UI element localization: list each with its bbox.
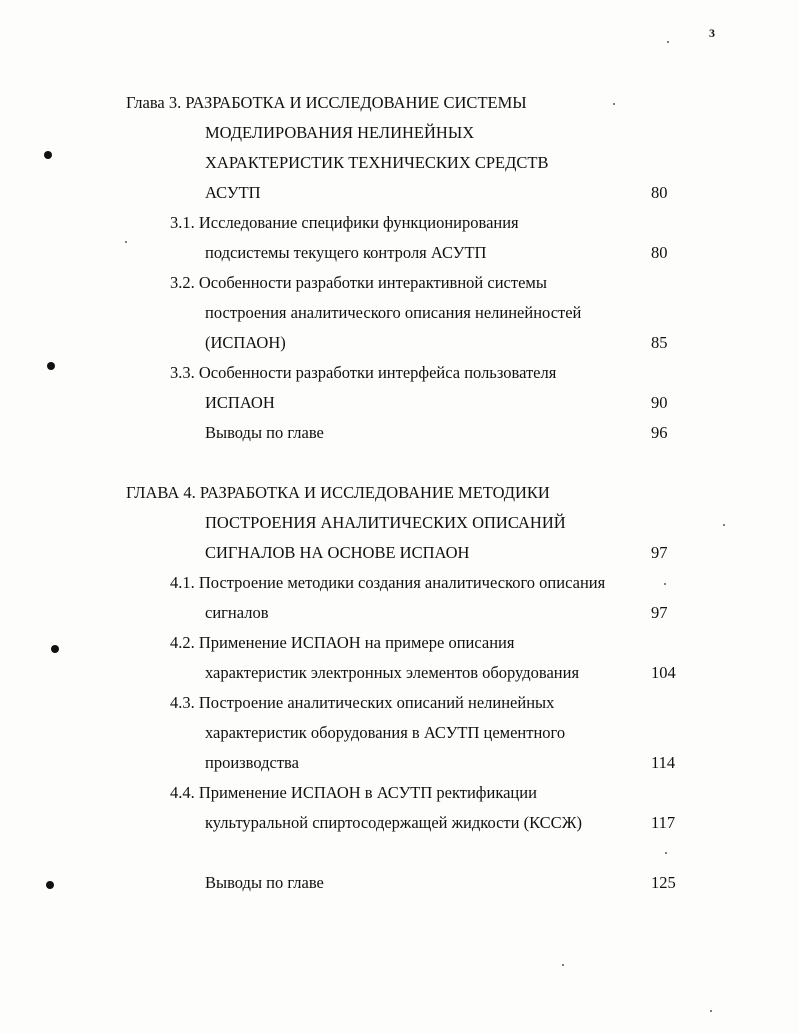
chapter-4-summary-page: 125 [651, 873, 676, 892]
punch-hole [44, 151, 52, 159]
section-4-2-page: 104 [651, 663, 676, 682]
chapter-4-page: 97 [651, 543, 668, 562]
chapter-3-summary-page: 96 [651, 423, 668, 442]
section-4-4-page: 117 [651, 813, 676, 832]
scan-speck [664, 583, 666, 585]
section-3-2-page: 85 [651, 333, 668, 352]
scan-speck [613, 103, 615, 105]
scan-speck [723, 524, 725, 526]
section-3-3-page: 90 [651, 393, 668, 412]
section-3-1-page: 80 [651, 243, 668, 262]
section-3-1-line-1: 3.1. Исследование специфики функционирования [170, 213, 519, 232]
chapter-3-title-line-3: ХАРАКТЕРИСТИК ТЕХНИЧЕСКИХ СРЕДСТВ [205, 153, 549, 172]
chapter-4-title-line-1: ГЛАВА 4. РАЗРАБОТКА И ИССЛЕДОВАНИЕ МЕТОДИКИ [126, 483, 550, 502]
section-4-4-line-2: культуральной спиртосодержащей жидкости (КССЖ) [205, 813, 582, 832]
scan-speck [710, 1010, 712, 1012]
section-3-3-line-2: ИСПАОН [205, 393, 275, 412]
section-4-3-line-2: характеристик оборудования в АСУТП цементного [205, 723, 566, 742]
section-4-2-line-2: характеристик электронных элементов оборудования [205, 663, 580, 682]
section-4-3-line-3: производства [205, 753, 299, 772]
chapter-3-page: 80 [651, 183, 668, 202]
section-3-2-line-3: (ИСПАОН) [205, 333, 286, 352]
section-4-2-line-1: 4.2. Применение ИСПАОН на примере описания [170, 633, 515, 652]
section-3-2-line-2: построения аналитического описания нелинейностей [205, 303, 582, 322]
scan-speck [125, 241, 127, 243]
punch-hole [51, 645, 59, 653]
section-4-4-line-1: 4.4. Применение ИСПАОН в АСУТП ректификации [170, 783, 537, 802]
section-4-1-page: 97 [651, 603, 668, 622]
chapter-4-summary: Выводы по главе [205, 873, 324, 892]
chapter-4-title-line-2: ПОСТРОЕНИЯ АНАЛИТИЧЕСКИХ ОПИСАНИЙ [205, 513, 566, 532]
section-4-3-page: 114 [651, 753, 676, 772]
chapter-3-title-line-1: Глава 3. РАЗРАБОТКА И ИССЛЕДОВАНИЕ СИСТЕМЫ [126, 93, 527, 112]
section-4-1-line-2: сигналов [205, 603, 269, 622]
punch-hole [46, 881, 54, 889]
scan-speck [667, 41, 669, 43]
section-4-1-line-1: 4.1. Построение методики создания аналитического описания [170, 573, 606, 592]
scan-speck [562, 964, 564, 966]
chapter-3-title-line-2: МОДЕЛИРОВАНИЯ НЕЛИНЕЙНЫХ [205, 123, 475, 142]
page-number: 3 [709, 26, 715, 40]
chapter-4-title-line-3: СИГНАЛОВ НА ОСНОВЕ ИСПАОН [205, 543, 470, 562]
scan-speck [665, 852, 667, 854]
punch-hole [47, 362, 55, 370]
chapter-3-summary: Выводы по главе [205, 423, 324, 442]
section-3-3-line-1: 3.3. Особенности разработки интерфейса пользователя [170, 363, 557, 382]
section-3-2-line-1: 3.2. Особенности разработки интерактивной системы [170, 273, 547, 292]
section-4-3-line-1: 4.3. Построение аналитических описаний нелинейных [170, 693, 555, 712]
section-3-1-line-2: подсистемы текущего контроля АСУТП [205, 243, 487, 262]
chapter-3-title-line-4: АСУТП [205, 183, 261, 202]
